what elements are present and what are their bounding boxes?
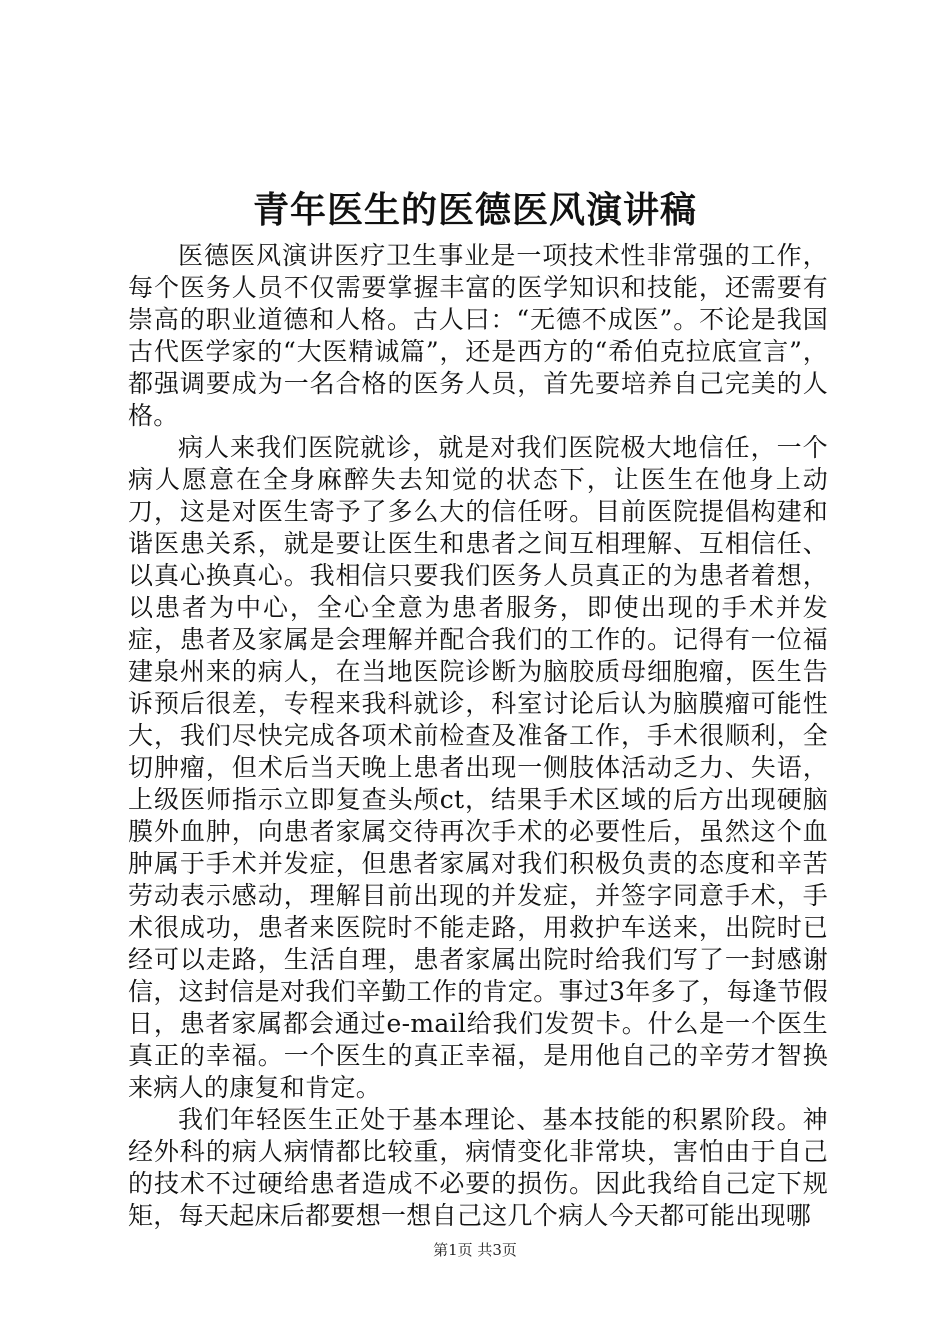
paragraph-2: 病人来我们医院就诊，就是对我们医院极大地信任，一个病人愿意在全身麻醉失去知觉的状态下，让医生在他身上动刀，这是对医生寄予了多么大的信任呀。目前医院提倡构建和谐医患关系，就是要让医生和患者之间互相理解、互相信任、以真心换真心。我相信只要我们医务人员真正的为患者着想，以患者为中心，全心全意为患者服务，即使出现的手术并发症，患者及家属是会理解并配合我们的工作的。记得有一位福建泉州来的病人，在当地医院诊断为脑胶质母细胞瘤，医生告诉预后很差，专程来我科就诊，科室讨论后认为脑膜瘤可能性大，我们尽快完成各项术前检查及准备工作，手术很顺利，全切肿瘤，但术后当天晚上患者出现一侧肢体活动乏力、失语，上级医师指示立即复查头颅ct，结果手术区域的后方出现硬脑膜外血肿，向患者家属交待再次手术的必要性后，虽然这个血肿属于手术并发症，但患者家属对我们积极负责的态度和辛苦劳动表示感动，理解目前出现的并发症，并签字同意手术，手术很成功，患者来医院时不能走路，用救护车送来，出院时已经可以走路，生活自理，患者家属出院时给我们写了一封感谢信，这封信是对我们辛勤工作的肯定。事过3年多了，每逢节假日，患者家属都会通过e-mail给我们发贺卡。什么是一个医生真正的幸福。一个医生的真正幸福，是用他自己的辛劳才智换来病人的康复和肯定。 <box>128 433 828 1102</box>
paragraph-1: 医德医风演讲医疗卫生事业是一项技术性非常强的工作，每个医务人员不仅需要掌握丰富的医学知识和技能，还需要有崇高的职业道德和人格。古人曰：“无德不成医”。不论是我国古代医学家的“大医精诚篇”，还是西方的“希伯克拉底宣言”，都强调要成为一名合格的医务人员，首先要培养自己完美的人格。 <box>128 241 828 430</box>
page-footer <box>0 1240 950 1260</box>
document-title: 青年医生的医德医风演讲稿 <box>252 189 697 231</box>
page-indicator: 第1页 共3页 <box>433 1241 517 1259</box>
document-body <box>128 240 828 1232</box>
paragraph-3: 我们年轻医生正处于基本理论、基本技能的积累阶段。神经外科的病人病情都比较重，病情变化非常块，害怕由于自己的技术不过硬给患者造成不必要的损伤。因此我给自己定下规矩，每天起床后都要想一想自己这几个病人今天都可能出现哪 <box>128 1105 828 1230</box>
